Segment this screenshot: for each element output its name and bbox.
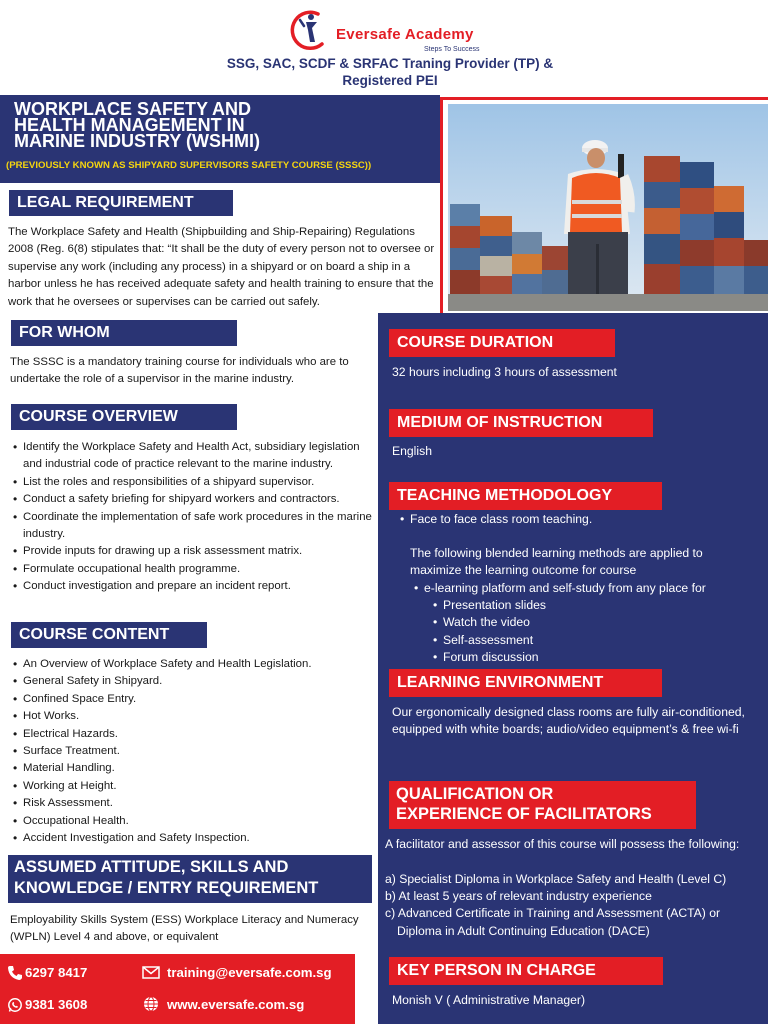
list-item: • Electrical Hazards. xyxy=(10,726,376,743)
list-item: • Risk Assessment. xyxy=(10,795,376,812)
facilitators-heading xyxy=(389,781,696,829)
facilitators-qualification-a: a) Specialist Diploma in Workplace Safety and Health (Level C) xyxy=(385,872,727,886)
globe-icon xyxy=(143,996,159,1012)
email-link[interactable]: training@eversafe.com.sg xyxy=(167,965,332,980)
list-item: • Presentation slides xyxy=(443,597,743,614)
brand-name: Eversafe Academy xyxy=(336,26,474,43)
entry-requirement-heading xyxy=(8,855,372,903)
list-item: • Working at Height. xyxy=(10,778,376,795)
facilitators-qualification-c-cont: Diploma in Adult Continuing Education (DACE) xyxy=(397,924,650,938)
entry-heading-line-2: KNOWLEDGE / ENTRY REQUIREMENT xyxy=(14,879,319,897)
list-item: • Accident Investigation and Safety Inspection. xyxy=(10,830,376,847)
website-link[interactable]: www.eversafe.com.sg xyxy=(167,997,305,1012)
list-item: • Material Handling. xyxy=(10,760,376,777)
course-title-block xyxy=(0,95,440,183)
course-title-line-1: WORKPLACE SAFETY AND xyxy=(14,99,252,119)
whatsapp-icon xyxy=(7,997,23,1013)
course-duration-text: 32 hours including 3 hours of assessment xyxy=(392,365,617,379)
teaching-methodology-list xyxy=(410,511,750,528)
blended-learning-intro: The following blended learning methods are applied to maximize the learning outcome for course xyxy=(410,546,703,578)
list-item: • An Overview of Workplace Safety and Health Legislation. xyxy=(10,656,376,673)
list-item: • Provide inputs for drawing up a risk assessment matrix. xyxy=(10,543,376,560)
logo xyxy=(288,8,484,52)
course-content-list xyxy=(10,656,376,847)
for-whom-heading: FOR WHOM xyxy=(11,320,237,346)
course-overview-list xyxy=(10,439,376,596)
list-item: • Conduct a safety briefing for shipyard workers and contractors. xyxy=(10,491,376,508)
list-item: • Occupational Health. xyxy=(10,813,376,830)
key-person-text: Monish V ( Administrative Manager) xyxy=(392,993,586,1007)
hero-image xyxy=(448,104,768,311)
facilitators-qualification-c: c) Advanced Certificate in Training and Assessment (ACTA) or xyxy=(385,906,721,920)
list-item: • Surface Treatment. xyxy=(10,743,376,760)
list-item: • Coordinate the implementation of safe work procedures in the marine industry. xyxy=(10,509,376,544)
list-item: • Formulate occupational health programme. xyxy=(10,561,376,578)
list-item: • Conduct investigation and prepare an incident report. xyxy=(10,578,376,595)
header xyxy=(0,0,768,92)
course-previous-name: (PREVIOUSLY KNOWN AS SHIPYARD SUPERVISORS SAFETY COURSE (SSSC)) xyxy=(6,160,372,171)
facilitators-heading-line-1: QUALIFICATION OR xyxy=(396,785,554,803)
legal-requirement-heading: LEGAL REQUIREMENT xyxy=(9,190,233,216)
list-item: • General Safety in Shipyard. xyxy=(10,673,376,690)
course-title-line-3: MARINE INDUSTRY (WSHMI) xyxy=(14,131,260,151)
entry-heading-line-1: ASSUMED ATTITUDE, SKILLS AND xyxy=(14,858,289,876)
list-item: • Hot Works. xyxy=(10,708,376,725)
provider-line-1: SSG, SAC, SCDF & SRFAC Traning Provider (TP) & xyxy=(226,56,554,71)
brand-tagline: Steps To Success xyxy=(424,46,480,53)
legal-requirement-text: The Workplace Safety and Health (Shipbuilding and Ship-Repairing) Regulations 2008 (Reg. 6(8) stipulates that: “It shall be the duty of every person not to oversee or supervise any work (including any process) in a shipyard or on board a ship in a harbor unless he has received adequate safety and health training to ensure that the work that he oversees or supervises can be carried out safely. xyxy=(8,226,435,308)
list-item: • Watch the video xyxy=(443,614,743,631)
list-item: • Forum discussion xyxy=(443,649,743,666)
teaching-methodology-heading: TEACHING METHODOLOGY xyxy=(389,482,662,510)
list-item: • Face to face class room teaching. xyxy=(410,511,750,528)
elearning-sub-list xyxy=(443,597,743,667)
contact-footer xyxy=(0,954,355,1024)
phone-number[interactable]: 6297 8417 xyxy=(25,965,88,980)
list-item: • Confined Space Entry. xyxy=(10,691,376,708)
facilitators-intro: A facilitator and assessor of this course will possess the following: xyxy=(385,837,740,851)
list-item: • e-learning platform and self-study from any place for xyxy=(424,580,754,597)
list-item: • List the roles and responsibilities of a shipyard supervisor. xyxy=(10,474,376,491)
course-details-panel xyxy=(378,313,768,1024)
provider-line-2: Registered PEI xyxy=(342,73,438,88)
logo-mark xyxy=(288,8,332,52)
learning-environment-heading: LEARNING ENVIRONMENT xyxy=(389,669,662,697)
course-title xyxy=(14,101,434,149)
phone-icon xyxy=(7,965,23,981)
elearning-list xyxy=(424,580,754,597)
learning-environment-text: Our ergonomically designed class rooms are fully air-conditioned, equipped with white boards; audio/video equipment’s & free wi-fi xyxy=(392,705,745,737)
provider-statement xyxy=(0,55,768,89)
for-whom-text: The SSSC is a mandatory training course for individuals who are to undertake the role of a supervisor in the marine industry. xyxy=(10,356,349,386)
whatsapp-number[interactable]: 9381 3608 xyxy=(25,997,88,1012)
entry-requirement-text: Employability Skills System (ESS) Workplace Literacy and Numeracy (WPLN) Level 4 and above, or equivalent xyxy=(10,914,359,944)
facilitators-heading-line-2: EXPERIENCE OF FACILITATORS xyxy=(396,805,652,823)
facilitators-qualification-b: b) At least 5 years of relevant industry experience xyxy=(385,889,652,903)
course-duration-heading: COURSE DURATION xyxy=(389,329,615,357)
medium-of-instruction-heading: MEDIUM OF INSTRUCTION xyxy=(389,409,653,437)
shipyard-supervisor-illustration xyxy=(448,104,768,311)
list-item: • Identify the Workplace Safety and Health Act, subsidiary legislation and industrial code of practice relevant to the marine industry. xyxy=(10,439,376,474)
key-person-heading: KEY PERSON IN CHARGE xyxy=(389,957,663,985)
medium-of-instruction-text: English xyxy=(392,444,432,458)
course-title-line-2: HEALTH MANAGEMENT IN xyxy=(14,115,245,135)
course-overview-heading: COURSE OVERVIEW xyxy=(11,404,237,430)
email-icon xyxy=(142,964,160,980)
course-content-heading: COURSE CONTENT xyxy=(11,622,207,648)
list-item: • Self-assessment xyxy=(443,632,743,649)
